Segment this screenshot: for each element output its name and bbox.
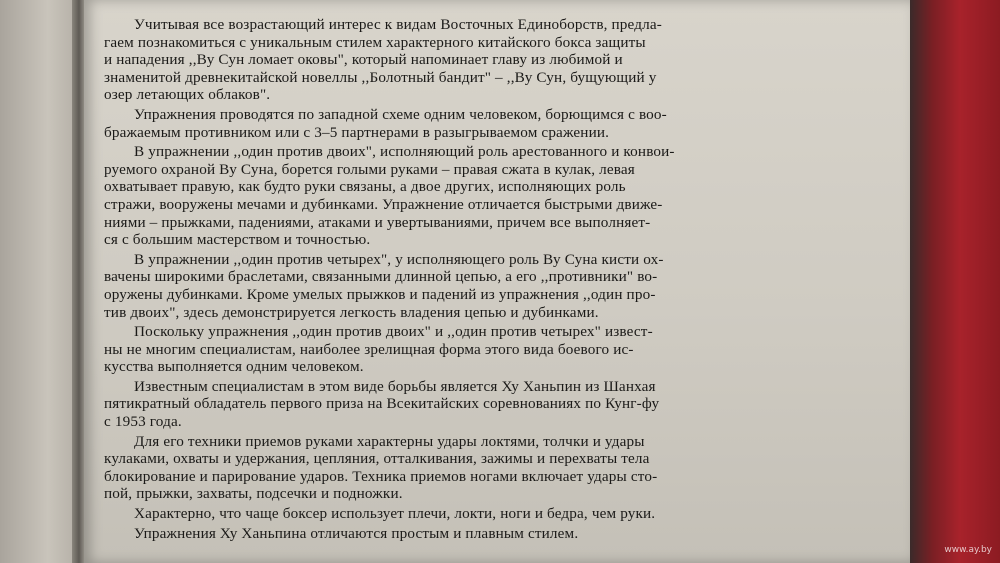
paragraph-7: Для его техники приемов руками характерны удары локтями, толчки и удары кулаками, охваты и удержания, цепляния, отталкивания, зажимы и перехваты тела блокирование и парирование ударов. Техника приемов ногами включает удары сто- пой, прыжки, захваты, подсечки и подножки. — [104, 432, 658, 503]
book-page — [84, 0, 910, 563]
paragraph-1: Учитывая все возрастающий интерес к видам Восточных Единоборств, предла- гаем познакомиться с уникальным стилем характерного китайского бокса защиты и нападения ,,Ву Сун ломает оковы", который напоминает главу из любимой и знаменитой древнекитайской новеллы ,,Болотный бандит" – ,,Ву Сун, бущующий у озер летающих облаков". — [104, 16, 662, 104]
paragraph-9: Упражнения Ху Ханьпина отличаются простым и плавным стилем. — [134, 524, 579, 542]
watermark: www.ay.by — [944, 545, 992, 555]
red-background — [910, 0, 1000, 563]
paragraph-5: Поскольку упражнения ,,один против двоих" и ,,один против четырех" извест- ны не многим специалистам, наиболее зрелищная форма этого вида боевого ис- кусства выполняется одним человеком. — [104, 323, 653, 376]
paragraph-8: Характерно, что чаще боксер использует плечи, локти, ноги и бедра, чем руки. — [134, 505, 656, 523]
paragraph-6: Известным специалистам в этом виде борьбы является Ху Ханьпин из Шанхая пятикратный обладатель первого приза на Всекитайских соревнованиях по Кунг-фу с 1953 года. — [104, 377, 660, 431]
paragraph-3: В упражнении ,,один против двоих", исполняющий роль арестованного и конвои- руемого охраной Ву Суна, борется голыми руками – правая сжата в кулак, левая охватывает правую, как будто руки связаны, а двое других, исполняющих роль стражи, вооружены мечами и дубинками. Упражнение отличается быстрыми движе- ниями – прыжками, падениями, атаками и увертываниями, причем все выполняет- ся с большим мастерством и точностью. — [104, 143, 675, 249]
page-text — [104, 16, 864, 544]
paragraph-2: Упражнения проводятся по западной схеме одним человеком, борющимся с воо- бражаемым противником или с 3–5 партнерами в разыгрываемом сражении. — [104, 105, 667, 141]
left-page-edge — [0, 0, 80, 563]
paragraph-4: В упражнении ,,один против четырех", у исполняющего роль Ву Суна кисти ох- вачены широкими браслетами, связанными длинной цепью, а его ,,противники" во- оружены дубинками. Кроме умелых прыжков и падений из упражнения ,,один про- тив двоих", здесь демонстрируется легкость владения цепью и дубинками. — [104, 250, 664, 321]
